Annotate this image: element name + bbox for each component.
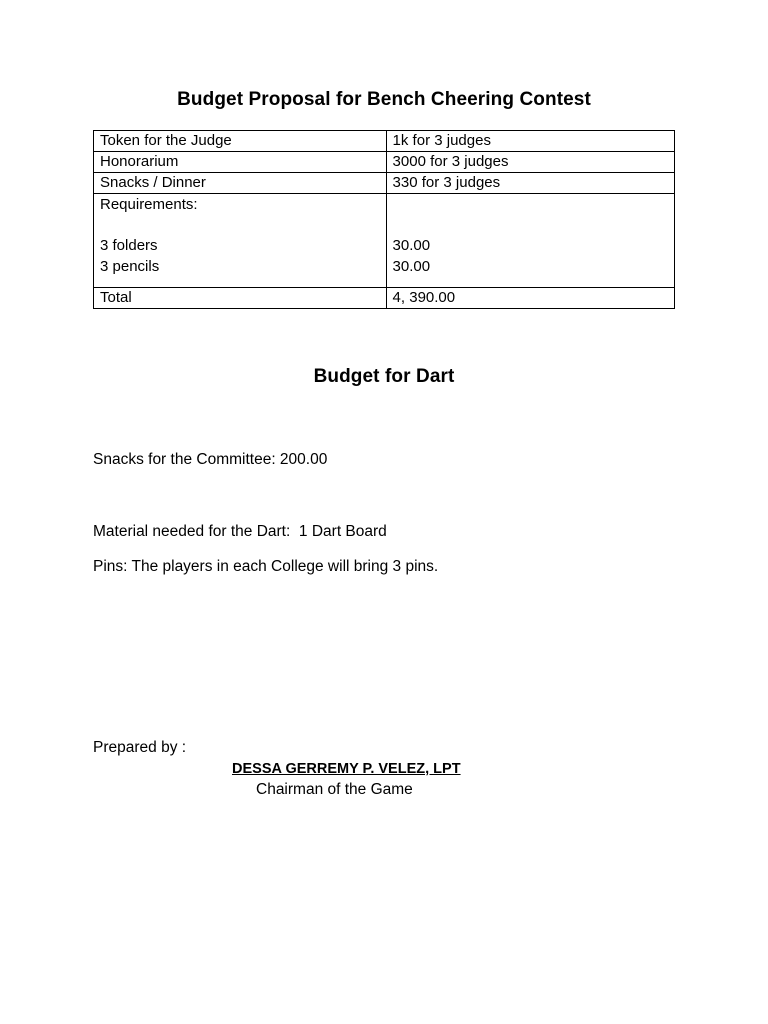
row-item: Token for the Judge (94, 131, 387, 152)
material-line: Material needed for the Dart: 1 Dart Board (93, 523, 387, 540)
row-amount: 3000 for 3 judges (386, 152, 674, 173)
prepared-by-label: Prepared by : (93, 739, 187, 756)
row-amount: 1k for 3 judges (386, 131, 674, 152)
snacks-line: Snacks for the Committee: 200.00 (93, 451, 328, 468)
table-row (94, 152, 675, 173)
document-title: Budget Proposal for Bench Cheering Contest (177, 89, 591, 110)
requirement-amount: 30.00 (392, 258, 431, 275)
row-item: Snacks / Dinner (94, 173, 387, 194)
requirements-heading: Requirements: (100, 196, 198, 213)
requirement-item: 3 pencils (100, 258, 160, 275)
requirement-item: 3 folders (100, 237, 158, 254)
signatory-role: Chairman of the Game (256, 781, 413, 798)
row-amount: 330 for 3 judges (386, 173, 674, 194)
section-title-dart: Budget for Dart (313, 366, 455, 387)
requirements-amounts-cell (386, 194, 674, 288)
pins-line: Pins: The players in each College will bring 3 pins. (93, 558, 439, 575)
budget-table (93, 130, 675, 309)
requirements-row (94, 194, 675, 288)
total-row (94, 288, 675, 309)
table-row (94, 131, 675, 152)
total-amount: 4, 390.00 (386, 288, 674, 309)
requirements-items-cell (94, 194, 387, 288)
requirement-amount: 30.00 (392, 237, 431, 254)
signatory-name: DESSA GERREMY P. VELEZ, LPT (232, 761, 461, 777)
total-label: Total (94, 288, 387, 309)
table-row (94, 173, 675, 194)
row-item: Honorarium (94, 152, 387, 173)
